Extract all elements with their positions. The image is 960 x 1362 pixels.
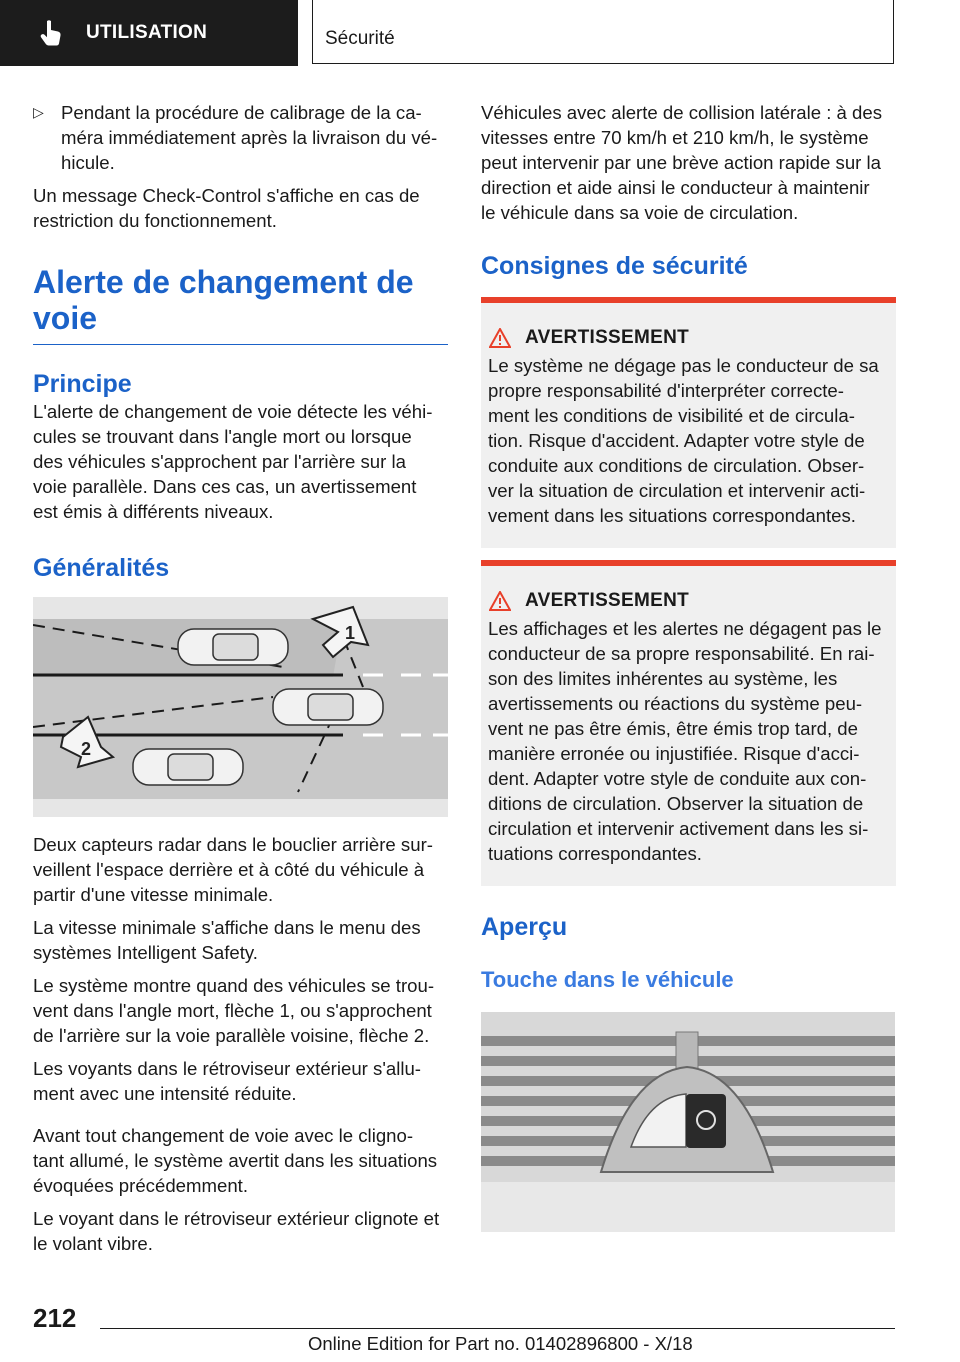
paragraph [33, 1206, 448, 1256]
intro-paragraph [481, 100, 896, 225]
text-line: hicule. [61, 152, 115, 173]
car-bottom [133, 749, 243, 785]
lane-change-diagram [33, 597, 448, 817]
text-line: est émis à différents niveaux. [33, 501, 274, 522]
text-line: vent dans l'angle mort, flèche 1, ou s'approchent [33, 1000, 432, 1021]
warning-title [481, 303, 896, 353]
triangle-bullet-icon: ▷ [33, 104, 44, 120]
hand-pointer-icon [36, 18, 66, 48]
text-line: circulation et intervenir activement dans les si- [488, 818, 869, 839]
text-line: Avant tout changement de voie avec le cligno- [33, 1125, 414, 1146]
text-line: Deux capteurs radar dans le bouclier arrière sur- [33, 834, 433, 855]
text-line: voie parallèle. Dans ces cas, un avertissement [33, 476, 417, 497]
text-line: Véhicules avec alerte de collision latérale : à des [481, 102, 883, 123]
heading-rule [33, 344, 448, 345]
warning-triangle-icon [489, 328, 511, 348]
text-line: Les affichages et les alertes ne dégagent pas le [488, 618, 882, 639]
text-line: peut intervenir par une brève action rapide sur la [481, 152, 882, 173]
warning-triangle-icon [489, 591, 511, 611]
text-line: veillent l'espace derrière et à côté du véhicule à [33, 859, 425, 880]
warning-body [481, 353, 896, 548]
text-line: tuations correspondantes. [488, 843, 702, 864]
page-header [0, 0, 960, 66]
text-line: des véhicules s'approchent par l'arrière sur la [33, 451, 406, 472]
text-line: évoquées précédemment. [33, 1175, 248, 1196]
consignes-heading: Consignes de sécurité [481, 252, 748, 280]
warning-box [481, 560, 896, 886]
text-line: Le système ne dégage pas le conducteur de sa [488, 355, 879, 376]
section-label: UTILISATION [86, 22, 208, 43]
text-line: le véhicule dans sa voie de circulation. [481, 202, 799, 223]
text-line: ditions de circulation. Observer la situation de [488, 793, 864, 814]
footer-rule [100, 1328, 895, 1329]
right-column [481, 100, 896, 1232]
text-line: cules se trouvant dans l'angle mort ou lorsque [33, 426, 412, 447]
paragraph [33, 1123, 448, 1198]
paragraph [33, 832, 448, 907]
text-line: Pendant la procédure de calibrage de la ca- [61, 102, 422, 123]
text-line: manière erronée ou injustifiée. Risque d'acci- [488, 743, 860, 764]
arrow-2-label: 2 [81, 739, 92, 759]
text-line: tion. Risque d'accident. Adapter votre style de [488, 430, 865, 451]
text-line: dent. Adapter votre style de conduite aux con- [488, 768, 867, 789]
car-top [178, 629, 288, 665]
heading-line: voie [33, 300, 98, 336]
text-line: avertissements ou réactions du système peu- [488, 693, 863, 714]
button-photo [481, 1012, 895, 1232]
section-tab [0, 0, 298, 66]
paragraph [33, 973, 448, 1048]
left-column [33, 100, 448, 1256]
text-line: Le voyant dans le rétroviseur extérieur clignote et [33, 1208, 440, 1229]
touche-heading: Touche dans le véhicule [481, 967, 734, 992]
heading-line: Alerte de changement de [33, 264, 414, 300]
principe-heading: Principe [33, 370, 132, 398]
apercu-heading: Aperçu [481, 913, 568, 941]
text-line: direction et aide ainsi le conducteur à maintenir [481, 177, 870, 198]
text-line: le volant vibre. [33, 1233, 153, 1254]
subsection-label: Sécurité [325, 28, 395, 49]
generalites-heading: Généralités [33, 554, 170, 582]
text-line: vement dans les situations correspondantes. [488, 505, 856, 526]
road-illustration [33, 597, 448, 817]
text-line: Les voyants dans le rétroviseur extérieur s'allu- [33, 1058, 421, 1079]
text-line: vent ne pas être émis, être émis trop tard, de [488, 718, 858, 739]
warning-title-text: AVERTISSEMENT [525, 590, 690, 611]
text-line: La vitesse minimale s'affiche dans le menu des [33, 917, 421, 938]
warning-title [481, 566, 896, 616]
grille-illustration [481, 1012, 895, 1232]
text-line: tant allumé, le système avertit dans les situations [33, 1150, 438, 1171]
subsection-box [312, 0, 894, 64]
text-line: propre responsabilité d'interpréter correcte- [488, 380, 844, 401]
warning-title-text: AVERTISSEMENT [525, 327, 690, 348]
arrow-1-label: 1 [345, 623, 356, 643]
section-heading [33, 264, 448, 336]
page-number: 212 [33, 1303, 77, 1333]
text-line: restriction du fonctionnement. [33, 210, 277, 231]
text-line: Un message Check-Control s'affiche en cas de [33, 185, 420, 206]
bullet-item [33, 100, 448, 175]
edition-text: Online Edition for Part no. 01402896800 - X/18 [308, 1333, 693, 1354]
text-line: conduite aux conditions de circulation. Obser- [488, 455, 865, 476]
principe-paragraph [33, 399, 448, 524]
text-line: systèmes Intelligent Safety. [33, 942, 258, 963]
text-line: ment les conditions de visibilité et de circula- [488, 405, 855, 426]
text-line: méra immédiatement après la livraison du vé- [61, 127, 438, 148]
paragraph [33, 183, 448, 233]
text-line: L'alerte de changement de voie détecte les véhi- [33, 401, 433, 422]
text-line: ver la situation de circulation et intervenir acti- [488, 480, 866, 501]
text-line: son des limites inhérentes au système, les [488, 668, 838, 689]
text-line: de l'arrière sur la voie parallèle voisine, flèche 2. [33, 1025, 430, 1046]
warning-box [481, 297, 896, 548]
text-line: partir d'une vitesse minimale. [33, 884, 274, 905]
car-middle [273, 689, 383, 725]
text-line: Le système montre quand des véhicules se trou- [33, 975, 435, 996]
warning-body [481, 616, 896, 886]
text-line: conducteur de sa propre responsabilité. En rai- [488, 643, 875, 664]
text-line: ment avec une intensité réduite. [33, 1083, 297, 1104]
paragraph [33, 915, 448, 965]
paragraph [33, 1056, 448, 1106]
text-line: vitesses entre 70 km/h et 210 km/h, le système [481, 127, 869, 148]
